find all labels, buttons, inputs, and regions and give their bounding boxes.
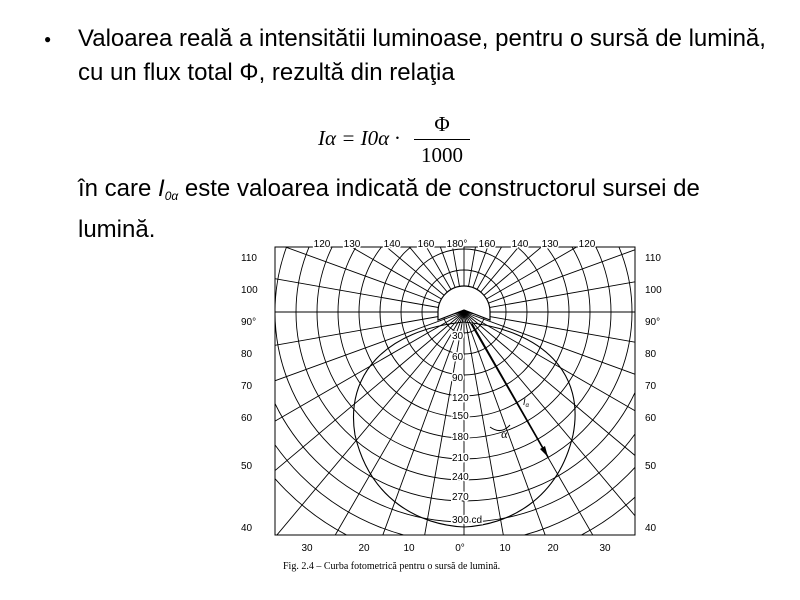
left-angle-label: 70	[241, 381, 253, 392]
left-angle-label: 110	[241, 253, 257, 264]
radial-line	[235, 312, 464, 561]
top-angle-label: 120	[313, 239, 331, 250]
radial-intensity-label: 300 cd	[452, 515, 483, 526]
top-angle-label: 130	[343, 239, 361, 250]
para2-after: este valoarea indicată de constructorul sursei de lumină.	[78, 175, 700, 243]
radial-line	[235, 312, 464, 561]
formula-lhs: Iα = I0α ·	[318, 126, 400, 150]
radial-intensity-label: 210	[452, 453, 469, 464]
figure-caption: Fig. 2.4 – Curba fotometrică pentru o sursă de lumină.	[283, 561, 501, 572]
radial-line	[235, 312, 464, 517]
para2-subscript: 0α	[164, 189, 179, 203]
right-angle-label: 80	[645, 349, 657, 360]
left-angle-label: 60	[241, 413, 253, 424]
bullet-dot: ●	[44, 32, 52, 46]
i-alpha-label: $I_\alpha$	[523, 397, 529, 409]
top-angle-label: 130	[541, 239, 559, 250]
bottom-angle-label: 10	[403, 543, 415, 554]
radial-line	[235, 312, 464, 561]
bottom-angle-label: 20	[547, 543, 559, 554]
right-angle-label: 90°	[645, 317, 661, 328]
right-angle-label: 50	[645, 461, 657, 472]
alpha-label: α	[501, 427, 508, 441]
radial-line	[235, 312, 464, 561]
left-angle-label: 100	[241, 285, 258, 296]
top-angle-label: 140	[383, 239, 401, 250]
top-angle-label: 180°	[446, 239, 468, 250]
top-angle-label: 160	[478, 239, 496, 250]
radial-intensity-label: 60	[452, 352, 464, 363]
radial-intensity-label: 150	[452, 411, 469, 422]
left-angle-label: 90°	[241, 317, 257, 328]
right-angle-label: 40	[645, 523, 657, 534]
bottom-angle-label: 30	[301, 543, 313, 554]
formula-denominator: 1000	[421, 143, 463, 167]
bottom-angle-label: 30	[599, 543, 611, 554]
left-angle-label: 40	[241, 523, 253, 534]
intensity-arrow	[472, 324, 548, 457]
right-angle-label: 100	[645, 285, 662, 296]
radial-line	[464, 312, 675, 561]
radial-intensity-label: 180	[452, 432, 469, 443]
bottom-angle-label: 0°	[455, 543, 465, 554]
i-alpha-subscript: α	[525, 403, 529, 409]
top-angle-label: 140	[511, 239, 529, 250]
arrow-head	[540, 446, 548, 457]
photometric-diagram	[235, 235, 675, 561]
right-angle-label: 110	[645, 253, 661, 264]
radial-intensity-label: 90	[452, 373, 464, 384]
radial-line	[360, 312, 464, 561]
formula-fraction	[414, 110, 470, 169]
para2-symbol: I	[158, 175, 165, 202]
left-angle-label: 80	[241, 349, 253, 360]
bottom-angle-label: 10	[499, 543, 511, 554]
right-angle-label: 70	[645, 381, 657, 392]
top-angle-label: 120	[578, 239, 596, 250]
paragraph-flux: Valoarea reală a intensitătii luminoase, pentru o sursă de lumină, cu un flux total Φ, rezultă din relaţia	[78, 25, 766, 86]
left-angle-label: 50	[241, 461, 253, 472]
radial-intensity-label: 120	[452, 393, 469, 404]
top-angle-label: 160	[417, 239, 435, 250]
radial-intensity-label: 240	[452, 472, 469, 483]
radial-intensity-label: 270	[452, 492, 469, 503]
radial-intensity-label: 30	[452, 331, 464, 342]
bottom-angle-label: 20	[358, 543, 370, 554]
para2-before: în care	[78, 175, 159, 202]
fraction-bar	[414, 139, 470, 140]
right-angle-label: 60	[645, 413, 657, 424]
formula-numerator: Φ	[434, 112, 450, 136]
